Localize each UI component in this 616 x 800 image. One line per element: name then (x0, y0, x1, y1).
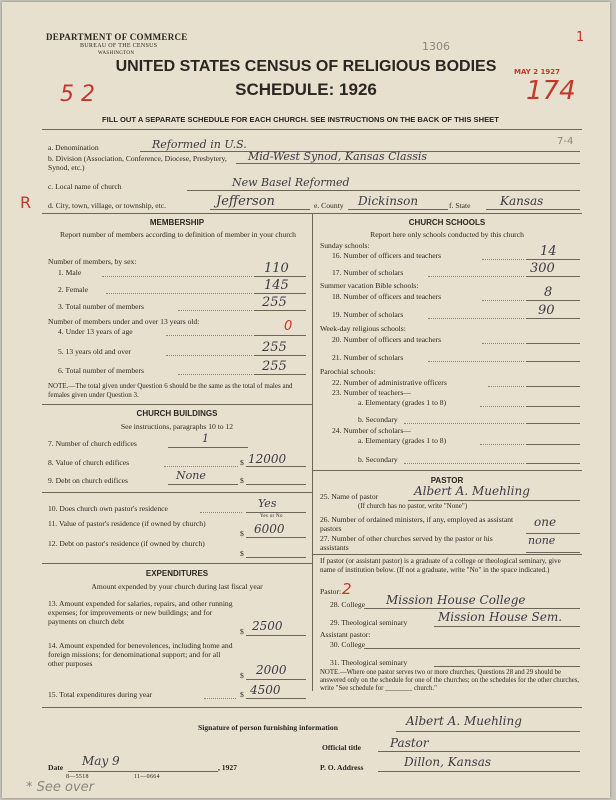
schedule-title: SCHEDULE: 1926 (235, 80, 377, 99)
q1-male-label: 1. Male (58, 268, 82, 277)
signature-label: Signature of person furnishing information (198, 723, 338, 732)
received-date-stamp: MAY 2 1927 (514, 68, 561, 76)
q27-value: none (528, 534, 556, 547)
q14-benevolence-label: 14. Amount expended for benevolences, including home and foreign missions; for denominational support; and for all other purposes (48, 641, 233, 668)
summer-schools-label: Summer vacation Bible schools: (320, 281, 419, 290)
sunday-schools-label: Sunday schools: (320, 241, 370, 250)
bureau-label: BUREAU OF THE CENSUS (80, 43, 158, 49)
county-value: Dickinson (358, 194, 419, 208)
q7-edifices-value: 1 (202, 432, 209, 445)
division-value: Mid-West Synod, Kansas Classis (248, 150, 428, 163)
assistant-pastor-label: Assistant pastor: (320, 630, 371, 639)
graduate-note: If pastor (or assistant pastor) is a graduate of a college or theological seminary, give name of institution below. (If not a graduate, write "No" in the space indicated.) (320, 557, 561, 574)
under-over-13-label: Number of members under and over 13 years old: (48, 317, 200, 326)
q6-total-value: 255 (262, 359, 287, 374)
q5-over13-value: 255 (262, 340, 287, 355)
q8-value-amount: 12000 (248, 452, 287, 466)
city-township-label: d. City, town, village, or township, etc. (48, 201, 167, 210)
stamp-number: 1306 (422, 40, 450, 53)
official-title-value: Pastor (390, 736, 429, 750)
print-code-2: 11—0664 (134, 774, 160, 780)
q2-female-label: 2. Female (58, 285, 88, 294)
column-divider (312, 213, 313, 691)
red-2-mark: 2 (342, 580, 352, 598)
q3-total-value: 255 (262, 295, 287, 310)
buildings-heading: CHURCH BUILDINGS (136, 409, 218, 418)
signature-value: Albert A. Muehling (406, 714, 522, 728)
q13-dollar: $ (240, 627, 244, 636)
instruction-line: FILL OUT A SEPARATE SCHEDULE FOR EACH CHURCH. SEE INSTRUCTIONS ON THE BACK OF THIS SHEET (102, 115, 499, 124)
city-label: WASHINGTON (98, 51, 135, 56)
q4-under13-value: 0 (284, 319, 293, 334)
q24b-label: b. Secondary (358, 455, 398, 464)
q10-residence-value: Yes (258, 497, 277, 510)
membership-note: NOTE.—The total given under Question 6 should be the same as the total of males and females given under Question 3. (48, 382, 293, 399)
q22-label: 22. Number of administrative officers (332, 378, 447, 387)
red-code-mark: 5 2 (60, 82, 95, 107)
q9-debt-label: 9. Debt on church edifices (48, 476, 128, 485)
denomination-label: a. Denomination (48, 143, 99, 152)
q16-value: 14 (540, 244, 557, 259)
q31-label: 31. Theological seminary (330, 658, 408, 667)
q9-dollar: $ (240, 476, 244, 485)
q11-residence-value-label: 11. Value of pastor's residence (if owned by church) (48, 519, 206, 528)
q30-label: 30. College (330, 640, 366, 649)
schools-intro: Report here only schools conducted by this church (370, 230, 524, 239)
q7-edifices-label: 7. Number of church edifices (48, 439, 137, 448)
q8-dollar: $ (240, 458, 244, 467)
pencil-mark-right: 7-4 (557, 136, 574, 147)
q25-note: (If church has no pastor, write "None") (358, 502, 468, 510)
year-label: , 1927 (218, 763, 237, 772)
state-label: f. State (449, 201, 471, 210)
date-label: Date (48, 763, 64, 772)
q14-dollar: $ (240, 671, 244, 680)
q28-college-value: Mission House College (386, 593, 526, 607)
division-label: b. Division (Association, Conference, Diocese, Presbytery, Synod, etc.) (48, 154, 227, 172)
q19-value: 90 (538, 303, 555, 318)
q6-total-label: 6. Total number of members (58, 366, 145, 375)
q1-male-value: 110 (264, 261, 289, 276)
expenditures-heading: EXPENDITURES (145, 569, 209, 578)
q18-label: 18. Number of officers and teachers (332, 292, 442, 301)
pencil-mark-top: 1 (576, 30, 585, 45)
q17-label: 17. Number of scholars (332, 268, 404, 277)
membership-intro: Report number of members according to definition of member in your church (60, 230, 296, 239)
pastor-sub-label: Pastor: (320, 587, 342, 596)
q19-label: 19. Number of scholars (332, 310, 404, 319)
q24a-label: a. Elementary (grades 1 to 8) (358, 436, 447, 445)
expenditures-intro: Amount expended by your church during last fiscal year (91, 582, 263, 591)
q3-total-label: 3. Total number of members (58, 302, 145, 311)
q21-label: 21. Number of scholars (332, 353, 404, 362)
q23-label: 23. Number of teachers— (332, 388, 411, 397)
q16-label: 16. Number of officers and teachers (332, 251, 442, 260)
print-code: 8—5518 (66, 774, 89, 780)
pastor-note: NOTE.—Where one pastor serves two or more churches, Questions 28 and 29 should be answered only on the schedule for one of the churches; on the schedules for the other churches, write "See schedule for ________ church." (320, 669, 580, 692)
red-r-mark: R (20, 193, 32, 212)
q11-residence-amount: 6000 (254, 522, 285, 536)
q15-total-label: 15. Total expenditures during year (48, 690, 153, 699)
form-title: UNITED STATES CENSUS OF RELIGIOUS BODIES (115, 58, 497, 75)
q15-dollar: $ (240, 690, 244, 699)
q11-dollar: $ (240, 529, 244, 538)
q13-running-label: 13. Amount expended for salaries, repairs, and other running expenses; for improvements or new buildings; and for payments on church debt (48, 599, 233, 626)
q12-residence-debt-label: 12. Debt on pastor's residence (if owned by church) (48, 539, 205, 548)
po-address-value: Dillon, Kansas (404, 755, 492, 769)
q25-pastor-name: Albert A. Muehling (414, 484, 530, 498)
q20-label: 20. Number of officers and teachers (332, 335, 442, 344)
q15-total-amount: 4500 (250, 683, 281, 697)
q26-label: 26. Number of ordained ministers, if any, employed as assistant pastors (320, 515, 514, 533)
q29-label: 29. Theological seminary (330, 618, 408, 627)
q10-residence-label: 10. Does church own pastor's residence (48, 504, 168, 513)
parochial-schools-label: Parochial schools: (320, 367, 376, 376)
census-schedule-sheet (2, 2, 610, 798)
local-name-label: c. Local name of church (48, 182, 122, 191)
q29-seminary-value: Mission House Sem. (438, 610, 563, 624)
q27-label: 27. Number of other churches served by the pastor or his assistants (320, 534, 493, 552)
local-name-value: New Basel Reformed (232, 176, 350, 189)
department-label: DEPARTMENT OF COMMERCE (46, 32, 188, 42)
q18-value: 8 (544, 285, 553, 300)
pastor-heading: PASTOR (430, 476, 464, 485)
q5-over13-label: 5. 13 years old and over (58, 347, 131, 356)
q25-label: 25. Name of pastor (320, 492, 379, 501)
weekday-schools-label: Week-day religious schools: (320, 324, 406, 333)
official-title-label: Official title (322, 743, 362, 752)
q24-label: 24. Number of scholars— (332, 426, 411, 435)
q12-dollar: $ (240, 549, 244, 558)
members-by-sex-label: Number of members, by sex: (48, 257, 137, 266)
q14-benevolence-amount: 2000 (256, 663, 287, 677)
state-value: Kansas (500, 194, 544, 208)
schools-heading: CHURCH SCHOOLS (408, 218, 486, 227)
denomination-value: Reformed in U.S. (152, 138, 247, 151)
q28-label: 28. College (330, 600, 366, 609)
buildings-instructions: See instructions, paragraphs 10 to 12 (120, 422, 234, 431)
date-value: May 9 (82, 754, 120, 768)
yes-no-hint: Yes or No (260, 514, 283, 519)
header-rule (42, 129, 582, 130)
q23b-label: b. Secondary (358, 415, 398, 424)
q23a-label: a. Elementary (grades 1 to 8) (358, 398, 447, 407)
q8-value-label: 8. Value of church edifices (48, 458, 130, 467)
red-number-mark: 174 (526, 76, 576, 106)
county-label: e. County (314, 201, 344, 210)
q2-female-value: 145 (264, 278, 289, 293)
membership-heading: MEMBERSHIP (149, 218, 205, 227)
q26-value: one (534, 515, 557, 529)
see-over-note: * See over (26, 780, 95, 795)
q4-under13-label: 4. Under 13 years of age (58, 327, 133, 336)
q17-value: 300 (530, 261, 555, 276)
q13-running-amount: 2500 (252, 619, 283, 633)
q9-debt-value: None (176, 469, 206, 482)
city-value: Jefferson (216, 194, 275, 209)
po-address-label: P. O. Address (320, 763, 364, 772)
